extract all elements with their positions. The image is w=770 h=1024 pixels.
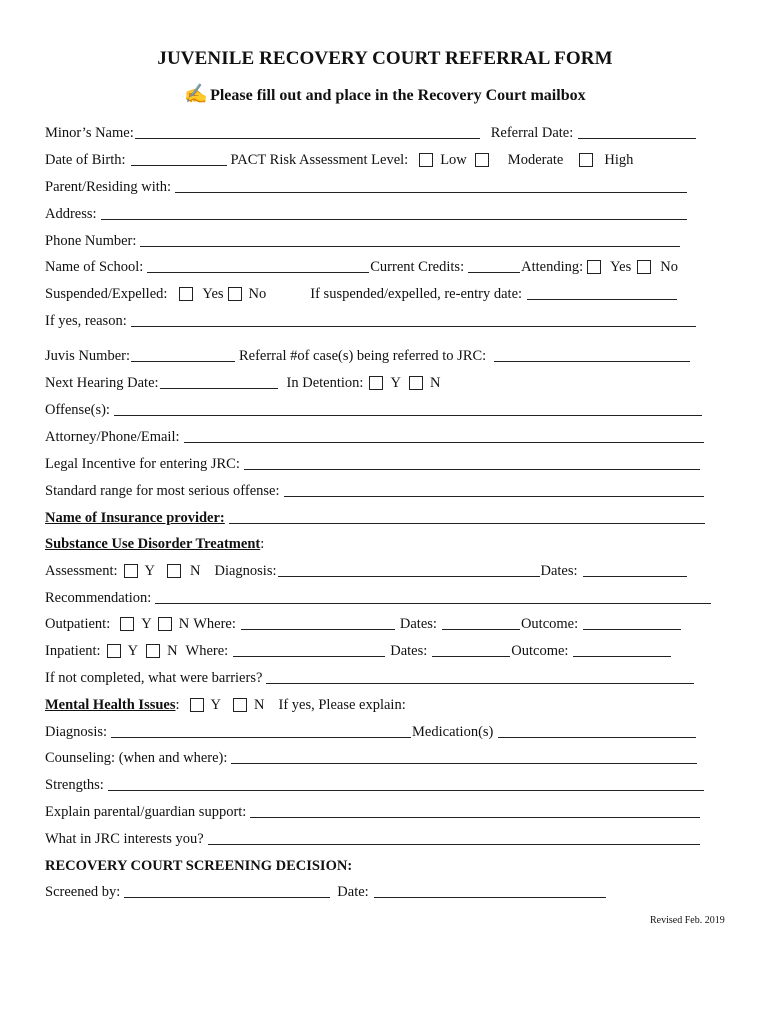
row-insurance bbox=[45, 507, 725, 527]
assessment-no-label: N bbox=[189, 563, 201, 579]
phone-number-field[interactable] bbox=[140, 232, 680, 247]
strengths-label: Strengths: bbox=[45, 777, 104, 793]
referral-date-field[interactable] bbox=[578, 124, 696, 139]
suspended-yes-label: Yes bbox=[202, 286, 224, 302]
current-credits-field[interactable] bbox=[468, 258, 520, 273]
row-suspended bbox=[45, 283, 725, 303]
diagnosis-label: Diagnosis: bbox=[45, 724, 108, 740]
jrc-interests-field[interactable] bbox=[208, 830, 700, 845]
sud-colon: : bbox=[260, 536, 265, 552]
inpatient-where-label: Where: bbox=[185, 643, 229, 659]
inpatient-no-checkbox[interactable] bbox=[146, 644, 160, 658]
row-legal-incentive bbox=[45, 453, 725, 473]
mental-health-heading: Mental Health Issues bbox=[45, 697, 176, 713]
minors-name-field[interactable] bbox=[135, 124, 480, 139]
parent-residing-field[interactable] bbox=[175, 178, 687, 193]
attending-no-checkbox[interactable] bbox=[637, 260, 651, 274]
outpatient-label: Outpatient: bbox=[45, 616, 111, 632]
counseling-label: Counseling: (when and where): bbox=[45, 750, 228, 766]
row-recommendation bbox=[45, 587, 725, 607]
detention-yes-checkbox[interactable] bbox=[369, 376, 383, 390]
assessment-label: Assessment: bbox=[45, 563, 118, 579]
row-jrc-interests bbox=[45, 828, 725, 848]
pact-low-label: Low bbox=[440, 152, 467, 168]
counseling-field[interactable] bbox=[231, 749, 697, 764]
inpatient-where-field[interactable] bbox=[233, 642, 385, 657]
row-minor-name bbox=[45, 122, 725, 142]
row-parental-support bbox=[45, 801, 725, 821]
assessment-yes-label: Y bbox=[144, 563, 155, 579]
outpatient-where-label: Where: bbox=[193, 616, 236, 632]
date-of-birth-field[interactable] bbox=[131, 151, 227, 166]
screened-date-label: Date: bbox=[337, 884, 369, 900]
assessment-dates-label: Dates: bbox=[540, 563, 578, 579]
referral-cases-field[interactable] bbox=[494, 347, 690, 362]
row-offenses bbox=[45, 399, 725, 419]
screened-by-label: Screened by: bbox=[45, 884, 121, 900]
outpatient-no-checkbox[interactable] bbox=[158, 617, 172, 631]
detention-yes-label: Y bbox=[390, 375, 401, 391]
attending-no-label: No bbox=[660, 259, 678, 275]
outpatient-yes-label: Y bbox=[141, 616, 152, 632]
medications-field[interactable] bbox=[498, 723, 696, 738]
row-juvis bbox=[45, 345, 725, 365]
parental-support-field[interactable] bbox=[250, 803, 700, 818]
standard-range-field[interactable] bbox=[284, 482, 704, 497]
row-barriers bbox=[45, 667, 725, 687]
attending-yes-label: Yes bbox=[610, 259, 632, 275]
school-name-field[interactable] bbox=[147, 258, 369, 273]
recommendation-label: Recommendation: bbox=[45, 590, 152, 606]
current-credits-label: Current Credits: bbox=[370, 259, 465, 275]
recommendation-field[interactable] bbox=[155, 589, 711, 604]
insurance-provider-label: Name of Insurance provider: bbox=[45, 510, 225, 526]
suspended-yes-checkbox[interactable] bbox=[179, 287, 193, 301]
assessment-no-checkbox[interactable] bbox=[167, 564, 181, 578]
school-name-label: Name of School: bbox=[45, 259, 144, 275]
form-subtitle bbox=[0, 82, 770, 106]
attending-yes-checkbox[interactable] bbox=[587, 260, 601, 274]
row-screening-heading bbox=[45, 855, 725, 875]
if-yes-reason-label: If yes, reason: bbox=[45, 313, 127, 329]
inpatient-outcome-label: Outcome: bbox=[511, 643, 569, 659]
pact-high-checkbox[interactable] bbox=[579, 153, 593, 167]
assessment-dates-field[interactable] bbox=[583, 562, 687, 577]
mental-health-no-checkbox[interactable] bbox=[233, 698, 247, 712]
reason-field[interactable] bbox=[131, 312, 696, 327]
pact-level-label: PACT Risk Assessment Level: bbox=[230, 152, 409, 168]
legal-incentive-field[interactable] bbox=[244, 455, 700, 470]
parental-support-label: Explain parental/guardian support: bbox=[45, 804, 247, 820]
juvis-number-label: Juvis Number: bbox=[45, 348, 130, 364]
mental-health-yes-checkbox[interactable] bbox=[190, 698, 204, 712]
offenses-field[interactable] bbox=[114, 401, 702, 416]
row-attorney bbox=[45, 426, 725, 446]
detention-no-label: N bbox=[429, 375, 441, 391]
row-parent bbox=[45, 176, 725, 196]
row-mental-health bbox=[45, 694, 725, 714]
row-sud-heading bbox=[45, 533, 725, 553]
attorney-field[interactable] bbox=[184, 428, 704, 443]
row-reason bbox=[45, 310, 725, 330]
reentry-date-label: If suspended/expelled, re-entry date: bbox=[310, 286, 523, 302]
insurance-provider-field[interactable] bbox=[229, 509, 705, 524]
row-hearing bbox=[45, 372, 725, 392]
pact-moderate-label: Moderate bbox=[507, 152, 564, 168]
inpatient-yes-label: Y bbox=[127, 643, 139, 659]
inpatient-no-label: N bbox=[167, 643, 178, 659]
outpatient-yes-checkbox[interactable] bbox=[120, 617, 134, 631]
row-school bbox=[45, 256, 725, 276]
sud-treatment-heading: Substance Use Disorder Treatment bbox=[45, 536, 261, 552]
mental-health-colon: : bbox=[175, 697, 180, 713]
row-dob-pact bbox=[45, 149, 725, 169]
outpatient-outcome-label: Outcome: bbox=[520, 616, 579, 632]
detention-no-checkbox[interactable] bbox=[409, 376, 423, 390]
outpatient-no-label: N bbox=[178, 616, 190, 632]
inpatient-yes-checkbox[interactable] bbox=[107, 644, 121, 658]
inpatient-label: Inpatient: bbox=[45, 643, 101, 659]
referral-cases-label: Referral #of case(s) being referred to JRC: bbox=[238, 348, 487, 364]
referral-date-label: Referral Date: bbox=[490, 125, 574, 141]
juvis-number-field[interactable] bbox=[131, 347, 235, 362]
assessment-diagnosis-field[interactable] bbox=[278, 562, 540, 577]
row-strengths bbox=[45, 774, 725, 794]
reentry-date-field[interactable] bbox=[527, 285, 677, 300]
row-assessment bbox=[45, 560, 725, 580]
medications-label: Medication(s) bbox=[412, 724, 494, 740]
outpatient-dates-field[interactable] bbox=[442, 615, 520, 630]
barriers-field[interactable] bbox=[266, 669, 694, 684]
row-standard-range bbox=[45, 480, 725, 500]
row-counseling bbox=[45, 747, 725, 767]
pact-low-checkbox[interactable] bbox=[419, 153, 433, 167]
row-phone bbox=[45, 230, 725, 250]
form-title: JUVENILE RECOVERY COURT REFERRAL FORM bbox=[157, 48, 613, 69]
inpatient-dates-label: Dates: bbox=[390, 643, 428, 659]
inpatient-outcome-field[interactable] bbox=[573, 642, 671, 657]
row-outpatient bbox=[45, 613, 725, 633]
if-yes-explain-label: If yes, Please explain: bbox=[278, 697, 406, 713]
pact-high-label: High bbox=[604, 152, 634, 168]
row-inpatient bbox=[45, 640, 725, 660]
strengths-field[interactable] bbox=[108, 776, 704, 791]
attorney-label: Attorney/Phone/Email: bbox=[45, 429, 180, 445]
minors-name-label: Minor’s Name: bbox=[45, 125, 134, 141]
outpatient-outcome-field[interactable] bbox=[583, 615, 681, 630]
screening-decision-heading: RECOVERY COURT SCREENING DECISION: bbox=[45, 858, 353, 874]
assessment-diagnosis-label: Diagnosis: bbox=[214, 563, 277, 579]
date-of-birth-label: Date of Birth: bbox=[45, 152, 126, 168]
attending-label: Attending: bbox=[521, 259, 584, 275]
inpatient-dates-field[interactable] bbox=[432, 642, 510, 657]
phone-number-label: Phone Number: bbox=[45, 233, 137, 249]
parent-residing-label: Parent/Residing with: bbox=[45, 179, 172, 195]
legal-incentive-label: Legal Incentive for entering JRC: bbox=[45, 456, 240, 472]
mental-health-yes-label: Y bbox=[210, 697, 222, 713]
subtitle-text: Please fill out and place in the Recovery Court mailbox bbox=[210, 87, 586, 104]
in-detention-label: In Detention: bbox=[286, 375, 364, 391]
pact-moderate-checkbox[interactable] bbox=[475, 153, 489, 167]
next-hearing-label: Next Hearing Date: bbox=[45, 375, 159, 391]
suspended-label: Suspended/Expelled: bbox=[45, 286, 168, 302]
mental-health-no-label: N bbox=[254, 697, 265, 713]
barriers-label: If not completed, what were barriers? bbox=[45, 670, 263, 686]
suspended-no-label: No bbox=[248, 286, 267, 302]
standard-range-label: Standard range for most serious offense: bbox=[45, 483, 280, 499]
offenses-label: Offense(s): bbox=[45, 402, 110, 418]
suspended-no-checkbox[interactable] bbox=[228, 287, 242, 301]
next-hearing-field[interactable] bbox=[160, 374, 278, 389]
jrc-interests-label: What in JRC interests you? bbox=[45, 831, 204, 847]
revised-date: Revised Feb. 2019 bbox=[650, 915, 725, 926]
screened-by-field[interactable] bbox=[124, 883, 330, 898]
outpatient-dates-label: Dates: bbox=[399, 616, 437, 632]
outpatient-where-field[interactable] bbox=[241, 615, 395, 630]
address-label: Address: bbox=[45, 206, 97, 222]
diagnosis-field[interactable] bbox=[111, 723, 411, 738]
address-field[interactable] bbox=[101, 205, 687, 220]
row-screened-by bbox=[45, 881, 725, 901]
writing-pen-icon: ✍ bbox=[184, 84, 209, 105]
row-diagnosis bbox=[45, 721, 725, 741]
screened-date-field[interactable] bbox=[374, 883, 606, 898]
row-address bbox=[45, 203, 725, 223]
assessment-yes-checkbox[interactable] bbox=[124, 564, 138, 578]
